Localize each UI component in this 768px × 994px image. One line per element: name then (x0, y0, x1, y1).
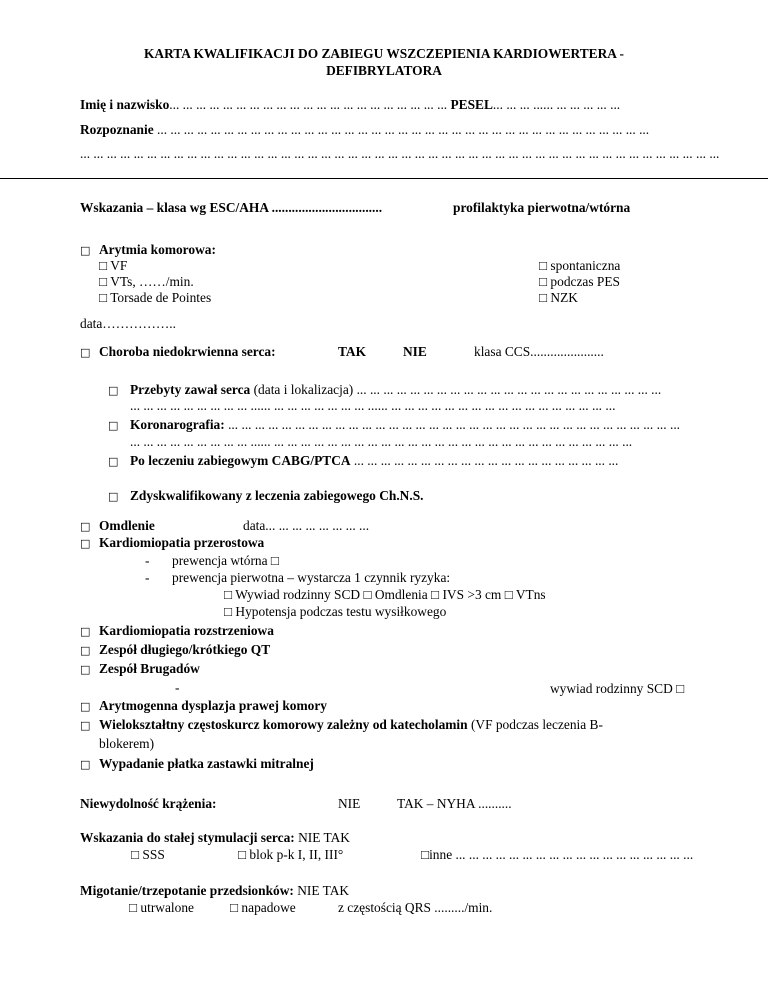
qt-checkbox[interactable]: □ (80, 644, 91, 657)
date-field[interactable]: data…………….. (80, 316, 176, 331)
secondary-prevention[interactable]: prewencja wtórna □ (172, 553, 279, 568)
post-treatment-row (130, 453, 618, 469)
syncope-checkbox[interactable]: □ (80, 520, 91, 533)
ccs-class[interactable]: klasa CCS...................... (474, 344, 604, 359)
disqualified-checkbox[interactable]: □ (108, 490, 119, 503)
primary-prevention: prewencja pierwotna – wystarcza 1 czynnik ryzyka: (172, 570, 451, 585)
cpvt-note-line2: blokerem) (99, 736, 155, 751)
brugada-family-history[interactable]: wywiad rodzinny SCD □ (550, 681, 685, 696)
hcm-label: Kardiomiopatia przerostowa (99, 535, 265, 550)
mvp-label: Wypadanie płatka zastawki mitralnej (99, 756, 314, 771)
arvd-checkbox[interactable]: □ (80, 700, 91, 713)
infarction-field[interactable]: (data i lokalizacja) ... ... ... ... ... ... ... ... ... ... ... ... ... ... ... ... ... ... ... ... ... ... ... (253, 382, 662, 397)
form-title-line2: DEFIBRYLATORA (326, 63, 442, 78)
persistent-option[interactable]: □ utrwalone (129, 900, 194, 915)
cpvt-label: Wielokształtny częstoskurcz komorowy zależny od katecholamin (99, 717, 468, 732)
dash: - (145, 553, 150, 568)
heart-failure-label: Niewydolność krążenia: (80, 796, 217, 811)
name-row (80, 97, 620, 113)
syncope-date[interactable]: data... ... ... ... ... ... ... ... (243, 518, 370, 533)
spontaneous-option[interactable]: □ spontaniczna (539, 258, 621, 273)
arrhythmia-checkbox[interactable]: □ (80, 244, 91, 257)
tdp-option[interactable]: □ Torsade de Pointes (99, 290, 212, 305)
coronarography-field[interactable]: ... ... ... ... ... ... ... ... ... ... ... ... ... ... ... ... ... ... ... ... ... ... ... ... ... ... ... ... ... ... ... ... ... ... (228, 417, 681, 432)
dash: - (145, 570, 150, 585)
infarction-label: Przebyty zawał serca (130, 382, 251, 397)
diagnosis-label: Rozpoznanie (80, 122, 154, 137)
av-block-option[interactable]: □ blok p-k I, II, III° (238, 847, 344, 862)
dash: - (175, 680, 180, 695)
diagnosis-field-line2[interactable]: ... ... ... ... ... ... ... ... ... ... ... ... ... ... ... ... ... ... ... ... ... ... ... ... ... ... ... ... ... ... ... ... ... ... ... ... ... ... ... ... ... ... ... ... ... ... ... ... (80, 146, 720, 161)
form-title-line1: KARTA KWALIFIKACJI DO ZABIEGU WSZCZEPIENIA KARDIOWERTERA - (144, 46, 624, 61)
coronarography-field-line2[interactable]: ... ... ... ... ... ... ... ... ... ...... ... ... ... ... ... ... ... ... ... ... ... ... ... ... ... ... ... ... ... ... ... ... ... ... ... ... ... (130, 434, 633, 449)
risk-factor-options[interactable]: □ Wywiad rodzinny SCD □ Omdlenia □ IVS >3 cm □ VTns (224, 587, 546, 602)
infarction-field-line2[interactable]: ... ... ... ... ... ... ... ... ... ...... ... ... ... ... ... ... ... ...... ... ... ... ... ... ... ... ... ... ... ... ... ... ... ... ... ... (130, 398, 616, 413)
af-label: Migotanie/trzepotanie przedsionków: (80, 883, 294, 898)
hypotension-option[interactable]: □ Hypotensja podczas testu wysiłkowego (224, 604, 447, 619)
other-option[interactable]: □inne ... ... ... ... ... ... ... ... ... ... ... ... ... ... ... ... ... ... (421, 847, 694, 862)
syncope-label: Omdlenie (99, 518, 155, 533)
qrs-rate[interactable]: z częstością QRS ........./min. (338, 900, 493, 915)
ischemic-label: Choroba niedokrwienna serca: (99, 344, 276, 359)
pes-option[interactable]: □ podczas PES (539, 274, 620, 289)
hcm-checkbox[interactable]: □ (80, 537, 91, 550)
pacing-row (80, 830, 350, 846)
infarction-row (130, 382, 661, 398)
post-treatment-field[interactable]: ... ... ... ... ... ... ... ... ... ... ... ... ... ... ... ... ... ... ... ... (353, 453, 619, 468)
disqualified-label: Zdyskwalifikowany z leczenia zabiegowego Ch.N.S. (130, 488, 424, 503)
brugada-checkbox[interactable]: □ (80, 663, 91, 676)
arvd-label: Arytmogenna dysplazja prawej komory (99, 698, 327, 713)
cpvt-checkbox[interactable]: □ (80, 719, 91, 732)
heart-failure-tak-nyha[interactable]: TAK – NYHA .......... (397, 796, 512, 811)
cpvt-row (99, 717, 603, 733)
af-options[interactable]: NIE TAK (297, 883, 350, 898)
dcm-checkbox[interactable]: □ (80, 625, 91, 638)
name-field[interactable]: ... ... ... ... ... ... ... ... ... ... ... ... ... ... ... ... ... ... ... ... ... (169, 97, 448, 112)
arrhythmia-title: Arytmia komorowa: (99, 242, 216, 257)
pesel-field[interactable]: ... ... ... ...... ... ... ... ... ... (492, 97, 621, 112)
cpvt-note: (VF podczas leczenia B- (467, 717, 603, 732)
af-row (80, 883, 349, 899)
prophylaxis: profilaktyka pierwotna/wtórna (453, 200, 631, 215)
diagnosis-field[interactable]: ... ... ... ... ... ... ... ... ... ... ... ... ... ... ... ... ... ... ... ... ... ... ... ... ... ... ... ... ... ... ... ... ... ... ... ... ... (157, 122, 650, 137)
ischemic-tak[interactable]: TAK (338, 344, 367, 359)
nzk-option[interactable]: □ NZK (539, 290, 578, 305)
dcm-label: Kardiomiopatia rozstrzeniowa (99, 623, 274, 638)
brugada-label: Zespół Brugadów (99, 661, 200, 676)
coronarography-label: Koronarografia: (130, 417, 225, 432)
pacing-label: Wskazania do stałej stymulacji serca: (80, 830, 295, 845)
paroxysmal-option[interactable]: □ napadowe (230, 900, 296, 915)
coronarography-row (130, 417, 680, 433)
pacing-options[interactable]: NIE TAK (298, 830, 350, 845)
post-treatment-label: Po leczeniu zabiegowym CABG/PTCA (130, 453, 351, 468)
post-treatment-checkbox[interactable]: □ (108, 455, 119, 468)
sss-option[interactable]: □ SSS (131, 847, 165, 862)
vf-option[interactable]: □ VF (99, 258, 128, 273)
section-divider (0, 178, 768, 179)
name-label: Imię i nazwisko (80, 97, 170, 112)
diagnosis-row (80, 122, 649, 138)
ischemic-nie[interactable]: NIE (403, 344, 427, 359)
pesel-label: PESEL (450, 97, 493, 112)
qt-label: Zespół długiego/krótkiego QT (99, 642, 271, 657)
vts-option[interactable]: □ VTs, ……/min. (99, 274, 194, 289)
coronarography-checkbox[interactable]: □ (108, 419, 119, 432)
ischemic-checkbox[interactable]: □ (80, 346, 91, 359)
infarction-checkbox[interactable]: □ (108, 384, 119, 397)
indications-class: Wskazania – klasa wg ESC/AHA ................................. (80, 200, 383, 215)
heart-failure-nie[interactable]: NIE (338, 796, 361, 811)
mvp-checkbox[interactable]: □ (80, 758, 91, 771)
